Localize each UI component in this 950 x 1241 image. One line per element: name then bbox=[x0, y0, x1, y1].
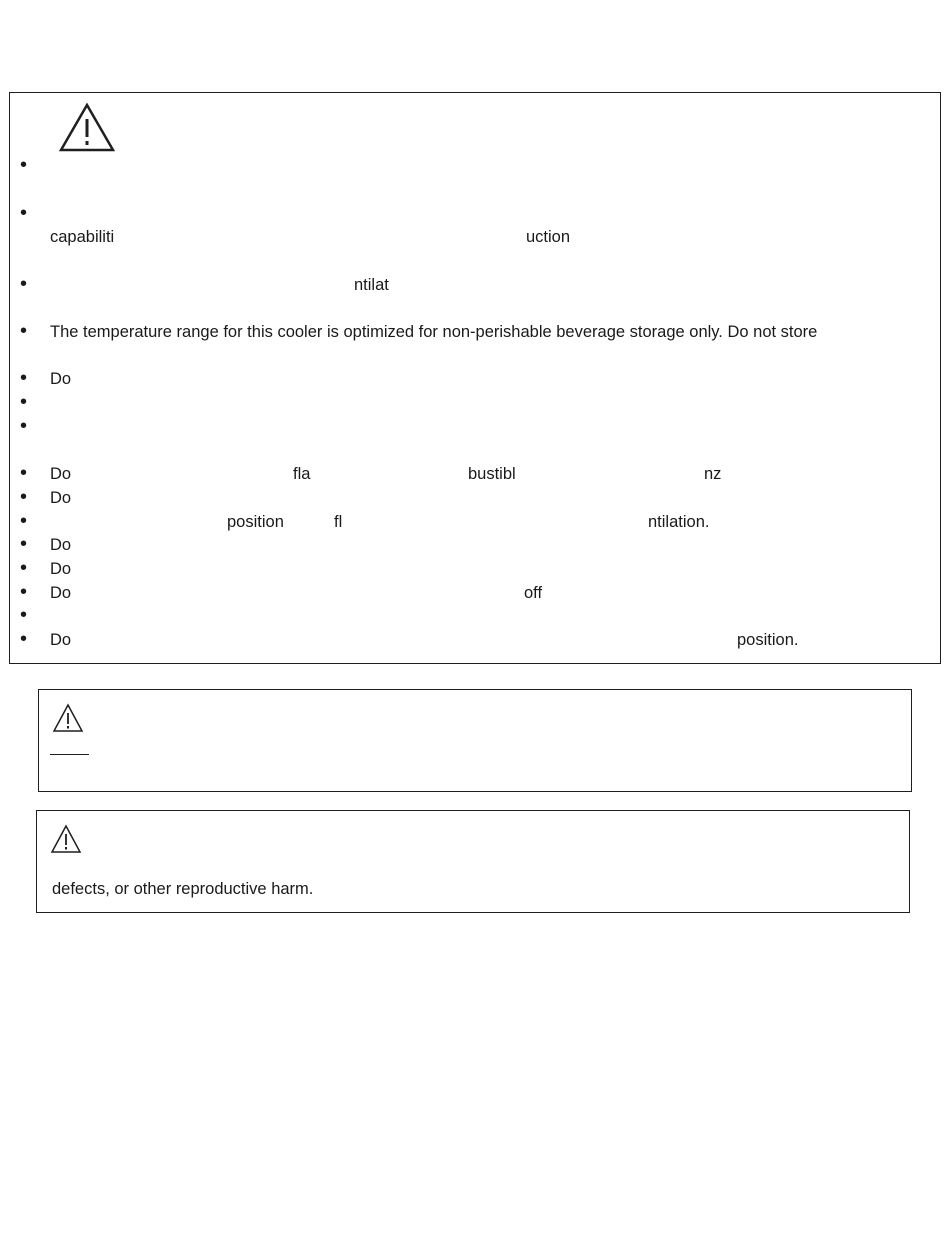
bullet: • bbox=[20, 320, 28, 342]
bullet: • bbox=[20, 273, 28, 295]
bullet: • bbox=[20, 202, 28, 224]
warning-triangle-icon bbox=[52, 703, 84, 733]
list-item-fragment: off bbox=[524, 584, 543, 602]
list-item-fragment: ntilation. bbox=[648, 513, 710, 531]
list-item-text: The temperature range for this cooler is optimized for non-perishable beverage storage only. Do not store bbox=[50, 323, 818, 341]
list-item-fragment: ntilat bbox=[354, 276, 389, 294]
bullet: • bbox=[20, 604, 28, 626]
list-item-fragment: Do bbox=[50, 489, 72, 507]
list-item-fragment: bustibl bbox=[468, 465, 516, 483]
bullet: • bbox=[20, 510, 28, 532]
list-item-fragment: Do bbox=[50, 536, 72, 554]
bullet: • bbox=[20, 581, 28, 603]
bullet: • bbox=[20, 628, 28, 650]
list-item-fragment: position. bbox=[737, 631, 799, 649]
list-item-fragment: fl bbox=[334, 513, 343, 531]
list-item-fragment: Do bbox=[50, 370, 72, 388]
list-item-fragment: nz bbox=[704, 465, 722, 483]
warning-text: defects, or other reproductive harm. bbox=[52, 880, 314, 898]
bullet: • bbox=[20, 367, 28, 389]
list-item-fragment: uction bbox=[526, 228, 571, 246]
second-warning-box bbox=[38, 689, 912, 792]
list-item-fragment: fla bbox=[293, 465, 311, 483]
list-item-fragment: Do bbox=[50, 584, 72, 602]
list-item-fragment: Do bbox=[50, 631, 72, 649]
main-warning-box bbox=[9, 92, 941, 664]
bullet: • bbox=[20, 415, 28, 437]
list-item-fragment: position bbox=[227, 513, 284, 531]
warning-triangle-icon bbox=[50, 824, 82, 854]
underline-mark bbox=[50, 754, 89, 755]
bullet: • bbox=[20, 462, 28, 484]
list-item-fragment: Do bbox=[50, 560, 72, 578]
bullet: • bbox=[20, 533, 28, 555]
warning-triangle-icon bbox=[59, 102, 115, 152]
bullet: • bbox=[20, 154, 28, 176]
list-item-fragment: Do bbox=[50, 465, 72, 483]
bullet: • bbox=[20, 391, 28, 413]
bullet: • bbox=[20, 486, 28, 508]
list-item-fragment: capabiliti bbox=[50, 228, 115, 246]
bullet: • bbox=[20, 557, 28, 579]
